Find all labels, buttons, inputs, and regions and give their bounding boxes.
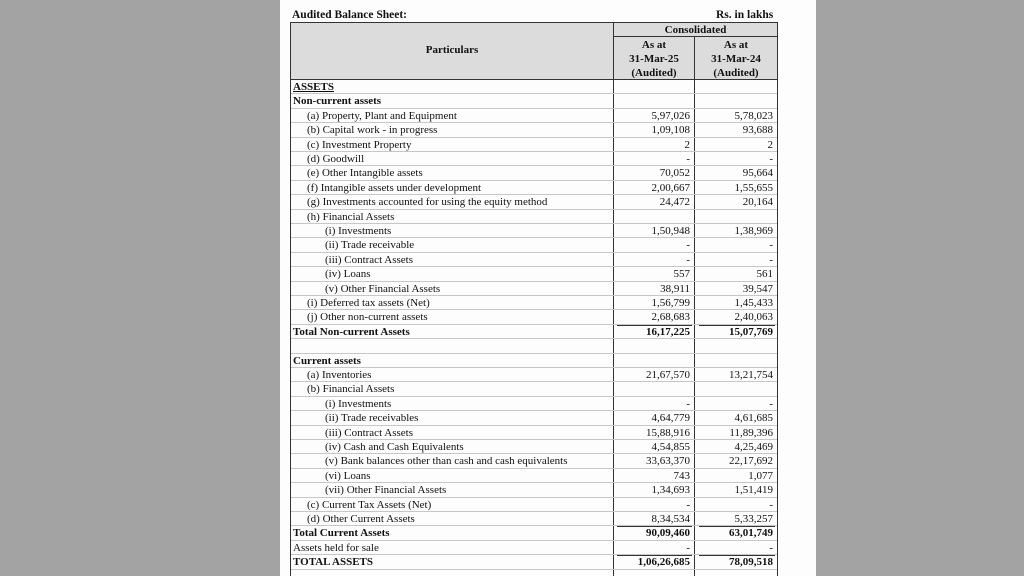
table-row — [291, 296, 777, 310]
row-label: (h) Financial Assets — [307, 210, 395, 223]
value-2024: 15,07,769 — [729, 325, 773, 338]
value-2025: 33,63,370 — [646, 455, 690, 468]
value-2024: 1,55,655 — [734, 181, 773, 194]
value-2024: - — [769, 397, 773, 410]
row-label: Total Non-current Assets — [293, 325, 410, 338]
value-2024: 95,664 — [742, 167, 773, 180]
col2-header-line3: (Audited) — [713, 67, 759, 79]
row-label: (iii) Contract Assets — [325, 253, 413, 266]
table-row — [291, 411, 777, 425]
table-row — [291, 181, 777, 195]
value-2025: - — [686, 498, 690, 511]
table-row — [291, 382, 777, 396]
value-2024: 5,78,023 — [734, 109, 773, 122]
table-row — [291, 310, 777, 324]
table-row — [291, 555, 777, 569]
table-row — [291, 282, 777, 296]
units-label: Rs. in lakhs — [716, 9, 774, 21]
table-row — [291, 166, 777, 180]
row-label: (a) Property, Plant and Equipment — [307, 109, 457, 122]
header-divider — [614, 36, 777, 37]
row-label: (e) Other Intangible assets — [307, 167, 423, 180]
col1-header-line2: 31-Mar-25 — [629, 53, 679, 65]
value-2025: 4,64,779 — [651, 412, 690, 425]
value-2025: 743 — [673, 469, 690, 482]
row-label: (d) Goodwill — [307, 153, 365, 165]
table-row — [291, 397, 777, 411]
row-label: (ii) Trade receivables — [325, 412, 419, 425]
table-row — [291, 454, 777, 468]
table-row — [291, 368, 777, 382]
table-row — [291, 339, 777, 353]
value-2024: 4,25,469 — [734, 441, 773, 453]
total-rule — [699, 555, 775, 556]
value-2025: 90,09,460 — [646, 527, 690, 540]
value-2025: 1,34,693 — [651, 484, 690, 497]
total-rule — [699, 526, 775, 527]
value-2025: 15,88,916 — [646, 426, 690, 439]
row-label: (v) Other Financial Assets — [325, 282, 441, 295]
value-2025: 21,67,570 — [646, 369, 690, 381]
table-row — [291, 152, 777, 166]
value-2024: 13,21,754 — [729, 369, 773, 381]
value-2024: 39,547 — [742, 282, 773, 295]
balance-sheet-table — [290, 22, 778, 576]
value-2024: 1,51,419 — [734, 484, 773, 497]
value-2024: 22,17,692 — [729, 455, 773, 468]
value-2025: - — [686, 397, 690, 410]
table-row — [291, 440, 777, 454]
table-row — [291, 498, 777, 512]
col1-header-line1: As at — [641, 39, 667, 51]
value-2024: 63,01,749 — [729, 527, 773, 540]
table-row — [291, 109, 777, 123]
table-row — [291, 541, 777, 555]
row-label: (a) Inventories — [307, 369, 372, 381]
table-row — [291, 80, 777, 94]
table-row — [291, 469, 777, 483]
value-2024: 78,09,518 — [729, 556, 773, 569]
value-2024: - — [769, 239, 773, 252]
row-label: (i) Investments — [325, 225, 392, 237]
row-label: (d) Other Current Assets — [307, 513, 415, 525]
table-row — [291, 253, 777, 267]
row-label: (iv) Cash and Cash Equivalents — [325, 441, 464, 453]
value-2024: 2 — [767, 138, 773, 151]
row-label: Current assets — [293, 354, 361, 367]
row-label: (vi) Loans — [325, 469, 371, 482]
row-label: (ii) Trade receivable — [325, 239, 415, 252]
value-2025: 557 — [673, 268, 690, 281]
total-rule — [617, 526, 692, 527]
value-2024: - — [769, 153, 773, 165]
value-2025: - — [686, 253, 690, 266]
table-row — [291, 238, 777, 252]
table-row — [291, 195, 777, 209]
total-rule — [617, 325, 692, 326]
row-divider — [291, 569, 777, 570]
value-2024: 561 — [756, 268, 773, 281]
table-row — [291, 526, 777, 540]
value-2024: 11,89,396 — [729, 426, 773, 439]
value-2025: - — [686, 239, 690, 252]
table-row — [291, 267, 777, 281]
row-label: (iii) Contract Assets — [325, 426, 413, 439]
value-2025: 70,052 — [659, 167, 690, 180]
value-2025: 4,54,855 — [651, 441, 690, 453]
table-row — [291, 354, 777, 368]
row-label: (b) Financial Assets — [307, 383, 395, 396]
table-row — [291, 123, 777, 137]
row-label: TOTAL ASSETS — [293, 556, 374, 569]
document-page — [280, 0, 816, 576]
value-2024: - — [769, 541, 773, 554]
value-2024: - — [769, 253, 773, 266]
col2-header — [695, 38, 777, 80]
col2-header-line2: 31-Mar-24 — [711, 53, 761, 65]
row-label: (i) Deferred tax assets (Net) — [307, 297, 430, 309]
row-label: (c) Investment Property — [307, 138, 412, 151]
row-label: Assets held for sale — [293, 541, 379, 554]
value-2025: - — [686, 541, 690, 554]
total-rule — [617, 555, 692, 556]
row-label: (iv) Loans — [325, 268, 371, 281]
value-2025: 2,00,667 — [651, 181, 690, 194]
sheet-title: Audited Balance Sheet: — [292, 9, 407, 21]
value-2025: 5,97,026 — [651, 109, 690, 122]
table-row — [291, 483, 777, 497]
table-row — [291, 138, 777, 152]
value-2025: 1,09,108 — [651, 124, 690, 137]
value-2025: 16,17,225 — [646, 325, 690, 338]
value-2024: 5,33,257 — [734, 513, 773, 525]
col1-header-line3: (Audited) — [631, 67, 677, 79]
row-label: (vii) Other Financial Assets — [325, 484, 447, 497]
value-2025: 2,68,683 — [651, 311, 690, 324]
value-2025: - — [686, 153, 690, 165]
row-label: (c) Current Tax Assets (Net) — [307, 498, 432, 511]
value-2025: 1,50,948 — [651, 225, 690, 237]
value-2024: 20,164 — [742, 196, 773, 209]
row-label: Total Current Assets — [293, 527, 390, 540]
row-label: (g) Investments accounted for using the equity method — [307, 196, 548, 209]
row-label: (j) Other non-current assets — [307, 311, 428, 324]
table-row — [291, 325, 777, 339]
value-2024: 93,688 — [742, 124, 773, 137]
row-label: ASSETS — [293, 81, 334, 93]
value-2025: 24,472 — [659, 196, 690, 209]
col2-header-line1: As at — [723, 39, 749, 51]
value-2025: 2 — [684, 138, 690, 151]
value-2024: 2,40,063 — [734, 311, 773, 324]
row-label: (b) Capital work - in progress — [307, 124, 438, 137]
table-row — [291, 224, 777, 238]
value-2025: 8,34,534 — [651, 513, 690, 525]
table-row — [291, 426, 777, 440]
value-2025: 38,911 — [660, 282, 690, 295]
value-2025: 1,56,799 — [651, 297, 690, 309]
value-2024: - — [769, 498, 773, 511]
value-2024: 1,45,433 — [734, 297, 773, 309]
table-row — [291, 94, 777, 108]
row-label: (v) Bank balances other than cash and cash equivalents — [325, 455, 568, 468]
value-2024: 1,077 — [748, 469, 773, 482]
value-2024: 4,61,685 — [734, 412, 773, 425]
consolidated-header: Consolidated — [664, 24, 727, 36]
col1-header — [614, 38, 694, 80]
row-label: Non-current assets — [293, 95, 382, 108]
row-label: (f) Intangible assets under development — [307, 181, 482, 194]
value-2024: 1,38,969 — [734, 225, 773, 237]
table-row — [291, 210, 777, 224]
particulars-header: Particulars — [425, 44, 479, 56]
table-row — [291, 512, 777, 526]
row-label: (i) Investments — [325, 397, 392, 410]
total-rule — [699, 325, 775, 326]
value-2025: 1,06,26,685 — [637, 556, 690, 569]
